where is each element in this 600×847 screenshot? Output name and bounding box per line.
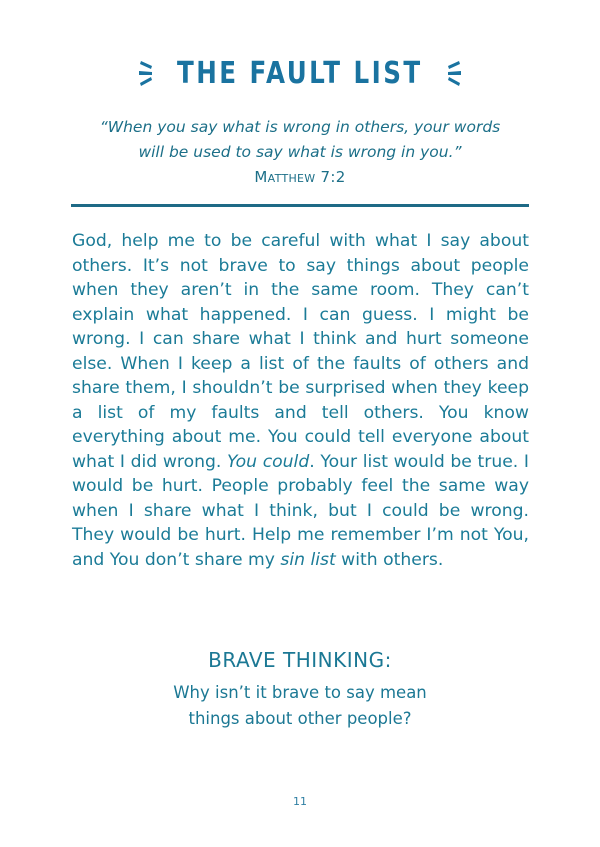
prayer-body (72, 229, 529, 572)
prayer-emphasis-sin-list: sin list (280, 549, 336, 570)
page-title: THE FAULT LIST (177, 55, 423, 91)
brave-thinking-heading: BRAVE THINKING: (208, 648, 392, 672)
prayer-text: . Your list would be true. I would be hurt. People probably feel the same way when I share what I think, but I could be wrong. They would be hurt. Help me remember I’m not You, and You don’t share my (72, 451, 529, 570)
sunburst-right-icon (446, 58, 462, 88)
title-row (0, 50, 600, 96)
brave-thinking-question (0, 680, 600, 732)
page-number: 11 (293, 795, 307, 808)
prayer-emphasis-you-could: You could (227, 451, 310, 472)
scripture-reference: Matthew 7:2 (254, 168, 346, 186)
scripture-quote (0, 115, 600, 165)
quote-line-2: will be used to say what is wrong in you.” (138, 143, 462, 161)
prayer-text: God, help me to be careful with what I say about others. It’s not brave to say things about people when they aren’t in the same room. They can’t explain what happened. I can guess. I might be wrong. I can share what I think and hurt someone else. When I keep a list of the faults of others and share them, I shouldn’t be surprised when they keep a list of my faults and tell others. You know everything about me. You could tell everyone about what I did wrong. (72, 231, 529, 472)
divider-rule (71, 204, 529, 207)
sunburst-left-icon (138, 58, 154, 88)
question-line-1: Why isn’t it brave to say mean (173, 683, 427, 702)
question-line-2: things about other people? (188, 709, 412, 728)
prayer-text: with others. (335, 549, 444, 570)
quote-line-1: “When you say what is wrong in others, your words (99, 118, 501, 136)
